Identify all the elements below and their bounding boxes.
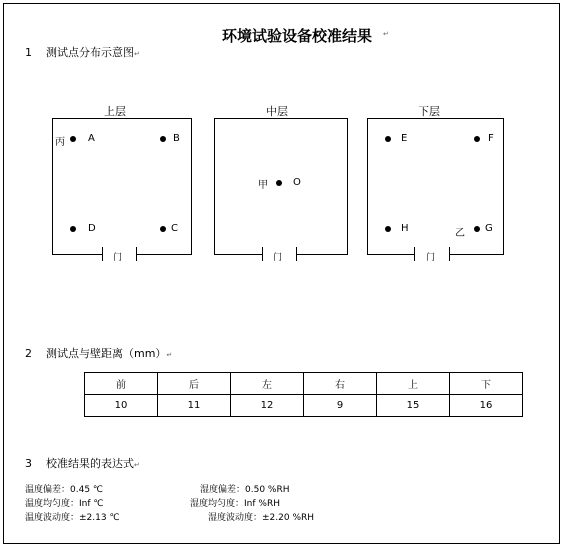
point-B-label: B (173, 133, 180, 144)
document-title: 环境试验设备校准结果 (222, 27, 373, 45)
point-H-dot (385, 226, 391, 232)
section3-heading (25, 455, 140, 471)
header-cell: 前 (85, 373, 158, 395)
temperature-deviation: 温度偏差：0.45 ℃ (25, 485, 104, 495)
temperature-fluctuation: 温度波动度：±2.13 ℃ (25, 513, 120, 523)
table-header-row (85, 373, 523, 395)
point-F-dot (474, 136, 480, 142)
section2-title: 测试点与壁距离（mm） (46, 347, 167, 360)
layer-lower-label: 下层 (418, 105, 440, 118)
distance-table (84, 372, 523, 417)
layer-upper-label: 上层 (104, 105, 126, 118)
point-O-label: O (293, 177, 301, 188)
point-E-dot (385, 136, 391, 142)
point-bing-label: 丙 (55, 137, 65, 148)
header-cell: 左 (231, 373, 304, 395)
door-post (136, 247, 137, 261)
paragraph-mark: ↵ (383, 30, 389, 38)
header-cell: 右 (304, 373, 377, 395)
section3-number: 3 (25, 457, 32, 470)
door-label: 门 (426, 253, 436, 263)
door-post (262, 247, 263, 261)
point-G-label: G (485, 223, 493, 234)
section2-number: 2 (25, 347, 32, 360)
value-cell: 12 (231, 395, 304, 417)
temperature-uniformity: 温度均匀度：Inf ℃ (25, 499, 104, 509)
point-G-dot (474, 226, 480, 232)
point-C-label: C (171, 223, 178, 234)
paragraph-mark: ↵ (166, 351, 173, 359)
point-jia-label: 甲 (258, 180, 268, 191)
door-post (102, 247, 103, 261)
table-row (85, 395, 523, 417)
point-bing-dot (70, 136, 76, 142)
paragraph-mark: ↵ (134, 461, 140, 469)
point-O-dot (276, 180, 282, 186)
point-D-dot (70, 226, 76, 232)
paragraph-mark: ↵ (134, 50, 140, 58)
point-E-label: E (401, 133, 408, 144)
section3-title: 校准结果的表达式 (46, 457, 134, 470)
door-post (414, 247, 415, 261)
section1-number: 1 (25, 46, 32, 59)
header-cell: 下 (450, 373, 523, 395)
wall-segment (296, 254, 347, 255)
point-C-dot (160, 226, 166, 232)
header-cell: 后 (158, 373, 231, 395)
door-label: 门 (113, 253, 123, 263)
door-label: 门 (273, 253, 283, 263)
value-cell: 10 (85, 395, 158, 417)
section1-heading (25, 44, 140, 60)
point-A-label: A (88, 133, 95, 144)
layer-middle-room (214, 118, 348, 255)
value-cell: 9 (304, 395, 377, 417)
point-B-dot (160, 136, 166, 142)
value-cell: 11 (158, 395, 231, 417)
humidity-uniformity: 湿度均匀度：Inf %RH (190, 499, 280, 509)
section1-title: 测试点分布示意图 (46, 46, 134, 59)
door-post (296, 247, 297, 261)
wall-segment (214, 254, 262, 255)
value-cell: 16 (450, 395, 523, 417)
wall-segment (367, 254, 414, 255)
door-post (449, 247, 450, 261)
point-yi-label: 乙 (455, 228, 465, 239)
section2-heading (25, 345, 172, 361)
point-H-label: H (401, 223, 409, 234)
humidity-deviation: 湿度偏差：0.50 %RH (200, 485, 290, 495)
value-cell: 15 (377, 395, 450, 417)
wall-segment (136, 254, 191, 255)
wall-segment (449, 254, 503, 255)
header-cell: 上 (377, 373, 450, 395)
wall-segment (52, 254, 102, 255)
point-F-label: F (488, 133, 494, 144)
layer-middle-label: 中层 (266, 105, 288, 118)
humidity-fluctuation: 湿度波动度：±2.20 %RH (208, 513, 315, 523)
point-D-label: D (88, 223, 96, 234)
